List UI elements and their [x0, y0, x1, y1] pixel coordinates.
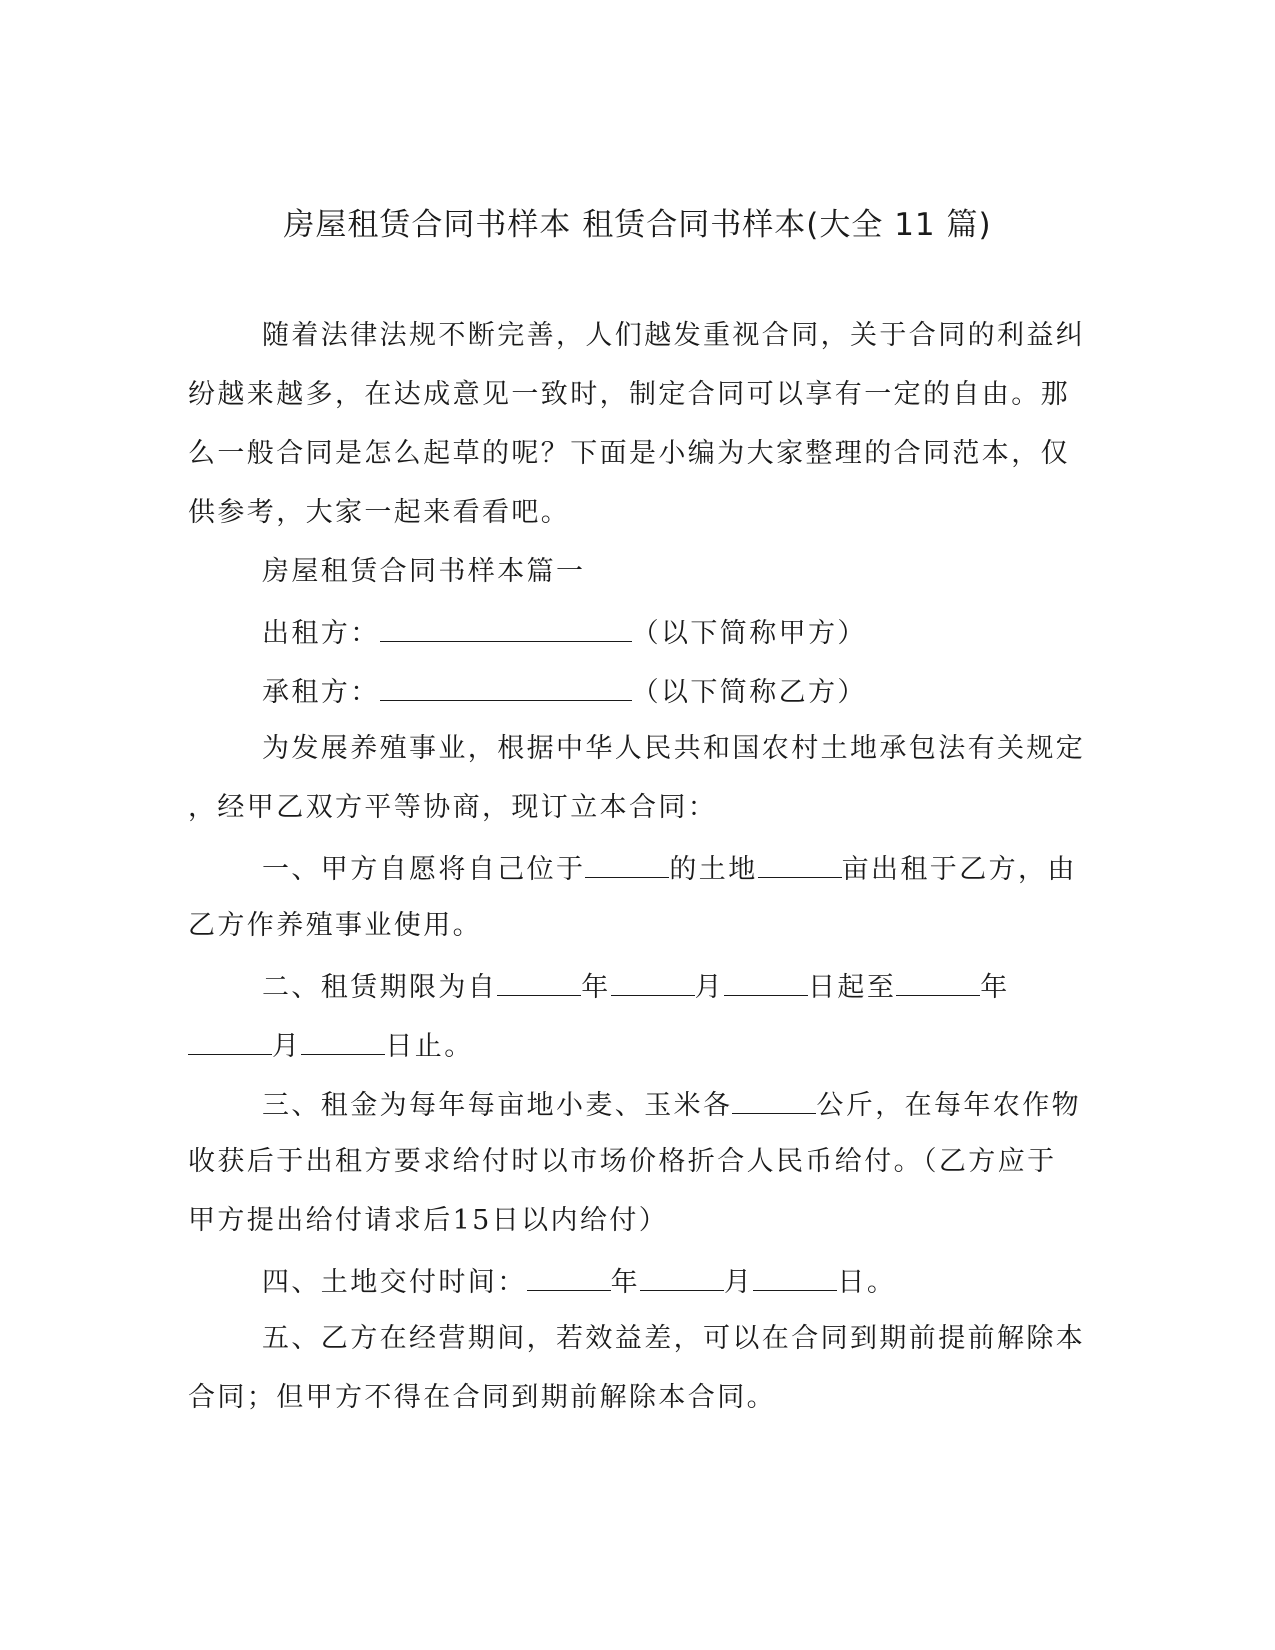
section-heading: 房屋租赁合同书样本篇一 — [262, 556, 586, 587]
delivery-month-blank[interactable] — [640, 1262, 724, 1291]
end-year-blank[interactable] — [896, 967, 980, 996]
purpose-line-2: ，经甲乙双方平等协商，现订立本合同： — [188, 792, 718, 823]
end-month-blank[interactable] — [188, 1026, 272, 1055]
intro-line-4: 供参考，大家一起来看看吧。 — [188, 497, 571, 528]
clause-4-month: 月 — [724, 1267, 754, 1298]
delivery-day-blank[interactable] — [753, 1262, 837, 1291]
lessee-line — [262, 672, 867, 711]
clause-3-text-a: 三、租金为每年每亩地小麦、玉米各 — [262, 1090, 733, 1121]
clause-3-line-2: 收获后于出租方要求给付时以市场价格折合人民币给付。（乙方应于 — [188, 1146, 1057, 1177]
clause-5-line-2: 合同；但甲方不得在合同到期前解除本合同。 — [188, 1382, 776, 1413]
start-day-blank[interactable] — [724, 967, 808, 996]
end-day-blank[interactable] — [301, 1026, 385, 1055]
document-title: 房屋租赁合同书样本 租赁合同书样本(大全 11 篇) — [283, 207, 992, 243]
clause-2-day-from: 日起至 — [808, 972, 897, 1003]
clause-3-text-b: 公斤，在每年农作物 — [816, 1090, 1082, 1121]
rent-amount-blank[interactable] — [732, 1085, 816, 1114]
lessee-label: 承租方： — [262, 677, 380, 708]
clause-2-year-2: 年 — [980, 972, 1010, 1003]
area-blank[interactable] — [758, 849, 842, 878]
clause-2-day-end: 日止。 — [385, 1031, 474, 1062]
clause-2-month-2: 月 — [272, 1031, 302, 1062]
clause-2-line-2 — [188, 1026, 474, 1065]
location-blank[interactable] — [585, 849, 669, 878]
clause-4-year: 年 — [610, 1267, 641, 1298]
intro-line-2: 纷越来越多，在达成意见一致时，制定合同可以享有一定的自由。那 — [188, 379, 1070, 410]
clause-1-line-2: 乙方作养殖事业使用。 — [188, 910, 482, 941]
start-year-blank[interactable] — [497, 967, 581, 996]
start-month-blank[interactable] — [611, 967, 695, 996]
lessee-blank[interactable] — [380, 672, 632, 701]
clause-2-text-a: 二、租赁期限为自 — [262, 972, 498, 1003]
clause-1-line-1 — [262, 849, 1077, 888]
lessor-line — [262, 613, 867, 652]
lessor-blank[interactable] — [380, 613, 632, 642]
clause-4-day: 日。 — [837, 1267, 897, 1298]
clause-1-text-b: 的土地 — [669, 854, 758, 885]
lessee-note: （以下简称乙方） — [631, 677, 867, 708]
clause-3-line-3: 甲方提出给付请求后15日以内给付） — [188, 1205, 669, 1236]
clause-5-line-1: 五、乙方在经营期间，若效益差，可以在合同到期前提前解除本 — [262, 1323, 1086, 1354]
clause-4-line — [262, 1262, 896, 1301]
intro-line-3: 么一般合同是怎么起草的呢？下面是小编为大家整理的合同范本，仅 — [188, 438, 1070, 469]
lessor-label: 出租方： — [262, 618, 380, 649]
clause-2-line-1 — [262, 967, 1010, 1006]
clause-2-month-1: 月 — [694, 972, 725, 1003]
clause-1-text-a: 一、甲方自愿将自己位于 — [262, 854, 586, 885]
clause-2-year-1: 年 — [581, 972, 611, 1003]
lessor-note: （以下简称甲方） — [631, 618, 867, 649]
delivery-year-blank[interactable] — [527, 1262, 611, 1291]
intro-line-1: 随着法律法规不断完善，人们越发重视合同，关于合同的利益纠 — [262, 320, 1086, 351]
clause-4-text-a: 四、土地交付时间： — [262, 1267, 527, 1298]
clause-3-line-1 — [262, 1085, 1081, 1124]
purpose-line-1: 为发展养殖事业，根据中华人民共和国农村土地承包法有关规定 — [262, 733, 1086, 764]
clause-1-text-c: 亩出租于乙方，由 — [841, 854, 1077, 885]
